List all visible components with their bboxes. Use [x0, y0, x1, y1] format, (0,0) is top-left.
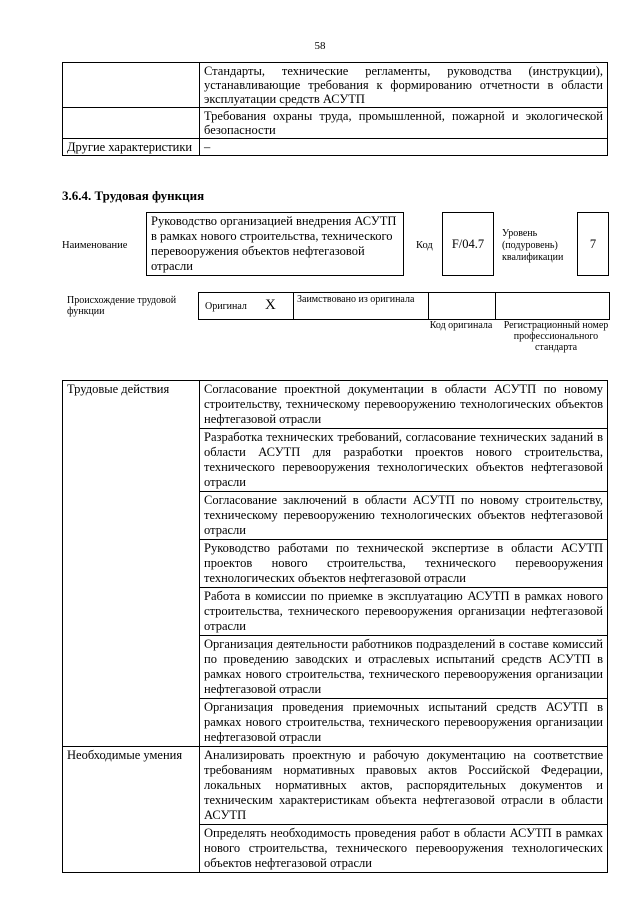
- table-row: [63, 747, 608, 825]
- borrowed-cell: Заимствовано из оригинала: [293, 292, 429, 320]
- reg-number-caption: Регистрационный номер профессионального стандарта: [503, 320, 609, 353]
- action-item: Организация деятельности работников подразделений в составе комиссий по проведению заводских и отраслевых испытаний средств АСУТП в рамках нового строительства, технического перевооружения организации нефтегазовой отрасли: [200, 636, 608, 699]
- skill-item: Определять необходимость проведения работ в области АСУТП в рамках нового строительства, технического перевооружения технологических объектов нефтегазовой отрасли: [200, 825, 608, 873]
- row-text: Стандарты, технические регламенты, руководства (инструкции), устанавливающие требования к формированию отчетности в области эксплуатации средств АСУТП: [200, 63, 608, 108]
- action-item: Разработка технических требований, согласование технических заданий в области АСУТП для разработки проектов нового строительства, технического перевооружения технологических объектов нефтегазовой отрасли: [200, 429, 608, 492]
- skill-item: Анализировать проектную и рабочую документацию на соответствие требованиям нормативных правовых актов Российской Федерации, локальных нормативных актов, распорядительных документов и техническим характеристикам объекта нефтегазовой отрасли в области АСУТП: [200, 747, 608, 825]
- action-item: Работа в комиссии по приемке в эксплуатацию АСУТП в рамках нового строительства, технического перевооружения организации нефтегазовой отрасли: [200, 588, 608, 636]
- row-label: [63, 63, 200, 108]
- level-value-box: 7: [577, 212, 609, 276]
- row-text: –: [200, 139, 608, 156]
- level-label: Уровень (подуровень) квалификации: [502, 228, 564, 263]
- row-label: [63, 108, 200, 139]
- section-heading: 3.6.4. Трудовая функция: [62, 188, 205, 203]
- reg-number-cell: [495, 292, 610, 320]
- row-text: Требования охраны труда, промышленной, пожарной и экологической безопасности: [200, 108, 608, 139]
- table-row: [63, 381, 608, 429]
- action-item: Руководство работами по технической экспертизе в области АСУТП проектов нового строительства, технического перевооружения технологических объектов нефтегазовой отрасли: [200, 540, 608, 588]
- origin-label: Происхождение трудовой функции: [67, 295, 177, 317]
- code-original-caption: Код оригинала: [429, 320, 493, 331]
- action-item: Согласование заключений в области АСУТП по новому строительству, техническому перевооружению технологических объектов нефтегазовой отрасли: [200, 492, 608, 540]
- table-row: [63, 108, 608, 139]
- name-label: Наименование: [62, 240, 128, 251]
- skills-label: Необходимые умения: [63, 747, 200, 873]
- original-mark: X: [265, 297, 276, 313]
- original-cell: [198, 292, 294, 320]
- action-item: Согласование проектной документации в области АСУТП по новому строительству, техническому перевооружению технологических объектов нефтегазовой отрасли: [200, 381, 608, 429]
- page-number: 58: [314, 40, 326, 52]
- code-original-cell: [428, 292, 496, 320]
- origin-row: [198, 292, 610, 320]
- action-item: Организация проведения приемочных испытаний средств АСУТП в рамках нового строительства, технического перевооружения организации нефтегазовой отрасли: [200, 699, 608, 747]
- original-label: Оригинал: [205, 301, 247, 312]
- actions-label: Трудовые действия: [63, 381, 200, 747]
- table-row: [63, 63, 608, 108]
- function-code-box: F/04.7: [442, 212, 494, 276]
- table-row: [63, 139, 608, 156]
- function-name-box: Руководство организацией внедрения АСУТП в рамках нового строительства, технического перевооружения объектов нефтегазовой отрасли: [146, 212, 404, 276]
- row-label: Другие характеристики: [63, 139, 200, 156]
- function-content-table: [62, 380, 608, 873]
- top-requirements-table: [62, 62, 608, 156]
- code-label: Код: [416, 240, 433, 251]
